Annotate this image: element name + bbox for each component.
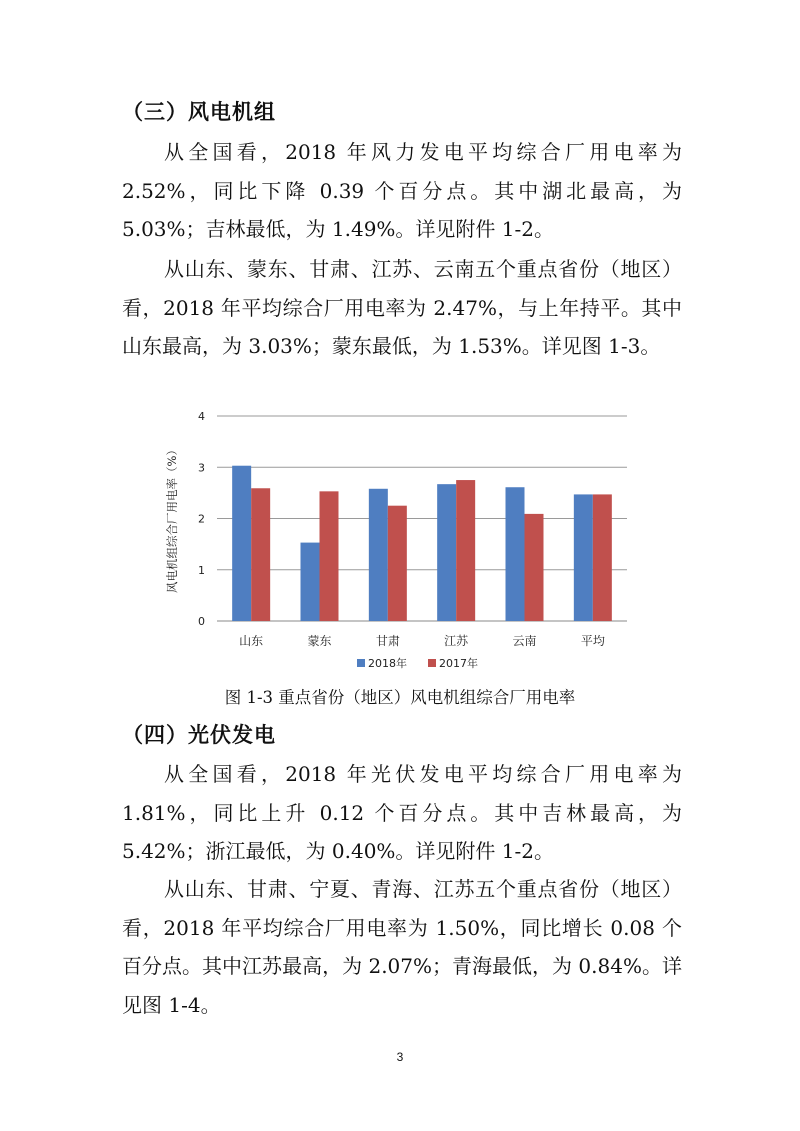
y-tick-label: 3 bbox=[198, 461, 205, 475]
section-4-paragraph-2: 从山东、甘肃、宁夏、青海、江苏五个重点省份（地区）看，2018 年平均综合厂用电率为 1.50%，同比增长 0.08 个百分点。其中江苏最高，为 2.07%；青海最低，为 0.84%。详见图 1-4。 bbox=[122, 877, 682, 1017]
bar-平均-2017年 bbox=[593, 494, 612, 621]
section-3-paragraph-1: 从全国看，2018 年风力发电平均综合厂用电率为 2.52%，同比下降 0.39 个百分点。其中湖北最高，为 5.03%；吉林最低，为 1.49%。详见附件 1-2。 bbox=[122, 140, 682, 241]
bar-甘肃-2017年 bbox=[388, 506, 407, 621]
bar-平均-2018年 bbox=[574, 494, 593, 621]
page-number: 3 bbox=[396, 1050, 404, 1064]
y-axis-label: 风电机组综合厂用电率（%） bbox=[165, 444, 179, 593]
y-tick-label: 2 bbox=[198, 512, 205, 526]
y-tick-label: 4 bbox=[198, 410, 205, 423]
x-tick-label: 江苏 bbox=[444, 634, 469, 648]
y-tick-label: 1 bbox=[198, 563, 205, 577]
section-3-heading: （三）风电机组 bbox=[122, 100, 276, 124]
bar-甘肃-2018年 bbox=[369, 489, 388, 621]
x-tick-label: 山东 bbox=[239, 634, 264, 648]
x-tick-label: 云南 bbox=[512, 634, 537, 648]
bar-山东-2017年 bbox=[251, 488, 270, 621]
legend-swatch bbox=[357, 659, 365, 667]
bar-云南-2017年 bbox=[525, 514, 544, 621]
bar-蒙东-2017年 bbox=[320, 491, 339, 621]
bar-蒙东-2018年 bbox=[301, 543, 320, 621]
y-tick-label: 0 bbox=[198, 615, 205, 628]
x-tick-label: 甘肃 bbox=[375, 634, 400, 648]
bar-山东-2018年 bbox=[232, 466, 251, 621]
section-4-paragraph-1: 从全国看，2018 年光伏发电平均综合厂用电率为 1.81%，同比上升 0.12 个百分点。其中吉林最高，为 5.42%；浙江最低，为 0.40%。详见附件 1-2。 bbox=[122, 762, 682, 863]
legend-label: 2018年 bbox=[368, 657, 407, 670]
legend-swatch bbox=[428, 659, 436, 667]
bar-云南-2018年 bbox=[506, 487, 525, 621]
figure-caption: 图 1-3 重点省份（地区）风电机组综合厂用电率 bbox=[224, 688, 576, 707]
bar-江苏-2018年 bbox=[437, 484, 456, 621]
x-tick-label: 平均 bbox=[580, 634, 605, 648]
x-tick-label: 蒙东 bbox=[307, 634, 332, 648]
bar-江苏-2017年 bbox=[456, 480, 475, 621]
section-3-paragraph-2: 从山东、蒙东、甘肃、江苏、云南五个重点省份（地区）看，2018 年平均综合厂用电率为 2.47%，与上年持平。其中山东最高，为 3.03%；蒙东最低，为 1.53%。详见图 1-3。 bbox=[122, 257, 682, 358]
legend-label: 2017年 bbox=[439, 657, 478, 670]
section-4-heading: （四）光伏发电 bbox=[122, 723, 276, 747]
bar-chart bbox=[150, 403, 650, 683]
